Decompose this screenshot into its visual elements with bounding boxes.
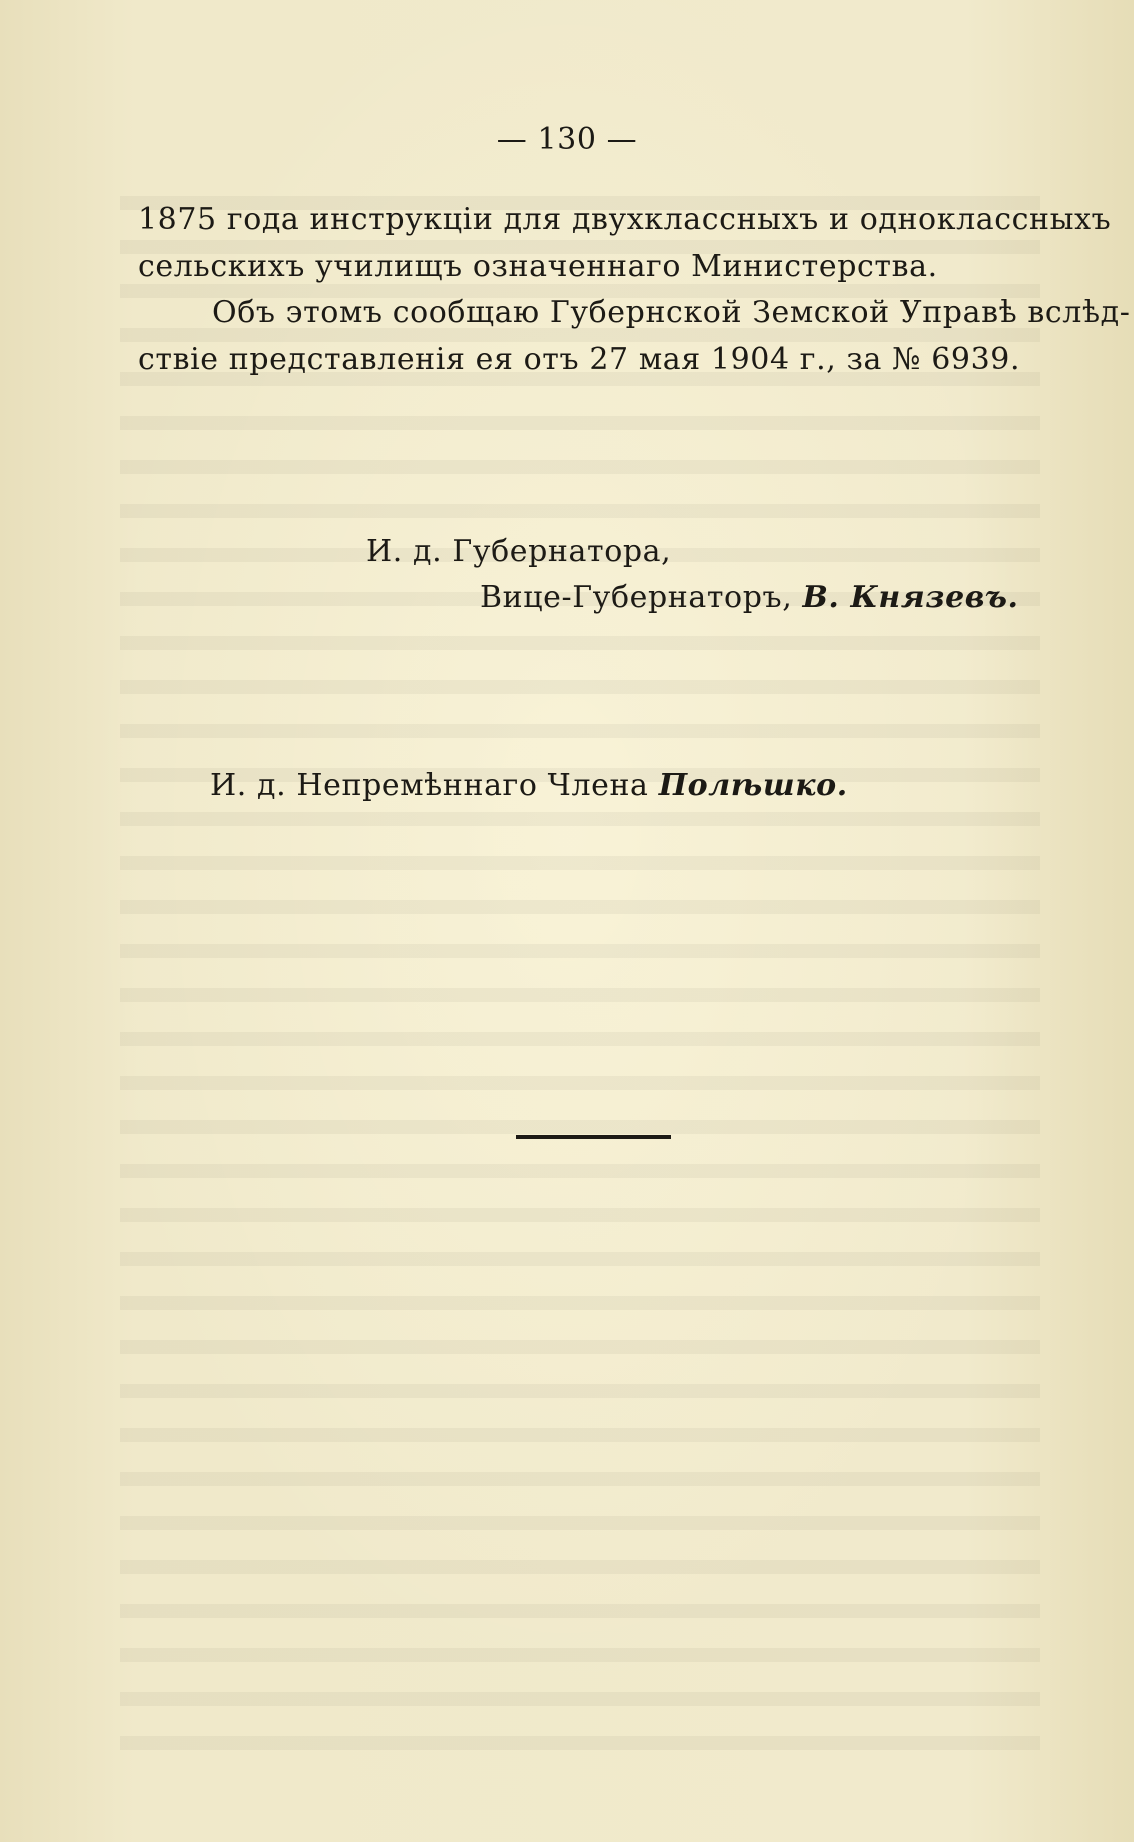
member-signature	[210, 768, 848, 803]
vice-governor-signature	[480, 580, 1019, 615]
bleed-through-texture	[120, 190, 1040, 1750]
body-line-4: ствіе представленія ея отъ 27 мая 1904 г., за № 6939.	[138, 342, 1021, 377]
end-rule	[516, 1135, 671, 1139]
member-name: Полѣшко.	[658, 768, 848, 803]
body-line-2: сельскихъ училищъ означеннаго Министерства.	[138, 249, 938, 284]
vice-governor-name: В. Князевъ.	[802, 580, 1019, 615]
page-number: — 130 —	[496, 122, 638, 157]
vice-governor-title: Вице-Губернаторъ,	[480, 580, 793, 615]
body-line-3: Объ этомъ сообщаю Губернской Земской Управѣ вслѣд-	[212, 295, 1131, 330]
member-title: И. д. Непремѣннаго Члена	[210, 768, 649, 803]
body-line-1: 1875 года инструкціи для двухклассныхъ и одноклассныхъ	[138, 202, 1112, 237]
governor-signature-title: И. д. Губернатора,	[366, 534, 672, 569]
